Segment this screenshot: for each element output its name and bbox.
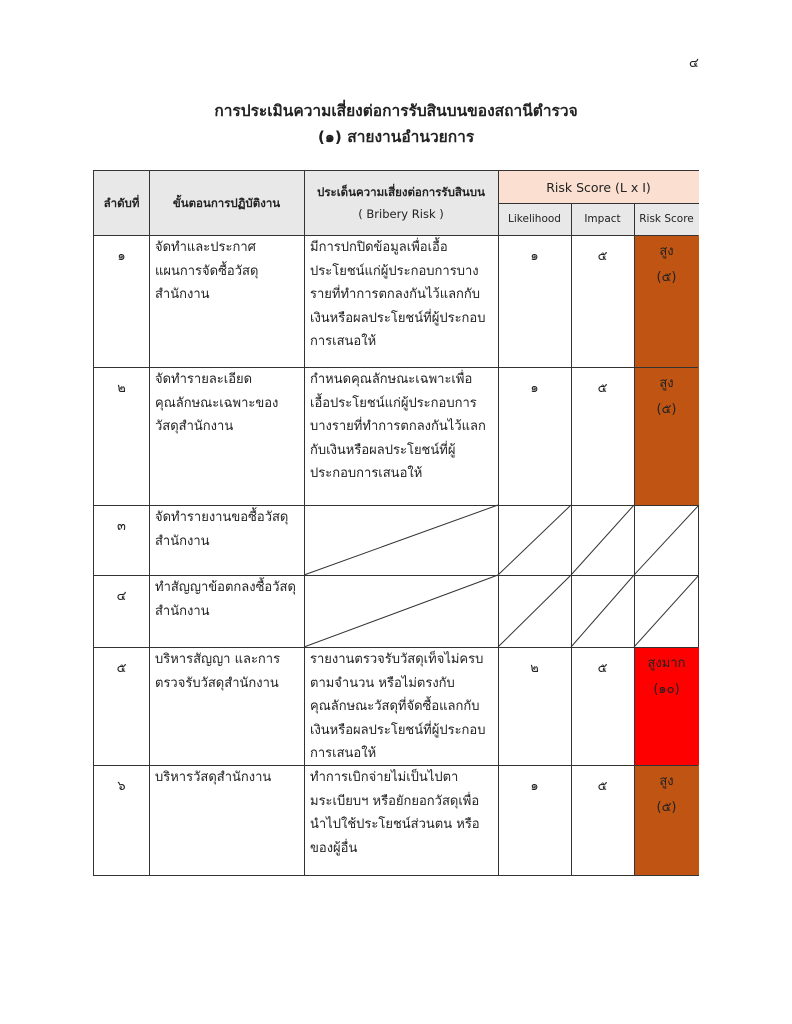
row1-no: ๑ (117, 249, 126, 264)
row5-impact: ๕ (597, 661, 608, 676)
row6-score: (๕) (656, 800, 677, 815)
row4-risk-diagonal (304, 575, 498, 647)
row6-no: ๖ (117, 779, 126, 794)
row-line-sub (498, 203, 699, 204)
row4-score-diagonal (634, 575, 698, 647)
row2-likelihood: ๑ (530, 381, 539, 396)
row6-level: สูง (659, 774, 674, 789)
col-line-3 (498, 171, 499, 875)
header-no: ลำดับที่ (94, 171, 149, 235)
header-risk-issue-th: ประเด็นความเสี่ยงต่อการรับสินบน (317, 185, 485, 199)
header-likelihood: Likelihood (498, 203, 571, 235)
row2-risk: กำหนดคุณลักษณะเฉพาะเพื่อเอื้อประโยชน์แก่ผู้ประกอบการบางรายที่ทำการตกลงกันไว้แลกกับเงินหรือผลประโยชน์ที่ผู้ประกอบการเสนอให้ (310, 372, 486, 481)
row6-risk: ทำการเบิกจ่ายไม่เป็นไปตามระเบียบฯ หรือยักยอกวัสดุเพื่อนำไปใช้ประโยชน์ส่วนตน หรือของผู้อื่น (310, 770, 480, 856)
document-title: การประเมินความเสี่ยงต่อการรับสินบนของสถานีตำรวจ (214, 102, 578, 120)
row3-score-diagonal (634, 505, 698, 575)
row3-risk-diagonal (304, 505, 498, 575)
row-line-0 (94, 235, 698, 236)
row4-impact-diagonal (571, 575, 634, 647)
row1-likelihood: ๑ (530, 249, 539, 264)
row2-score: (๕) (656, 402, 677, 417)
document-subtitle: (๑) สายงานอำนวยการ (317, 128, 475, 146)
row5-risk: รายงานตรวจรับวัสดุเท็จไม่ครบตามจำนวน หรือไม่ตรงกับคุณลักษณะวัสดุที่จัดซื้อแลกกับเงินหรือผลประโยชน์ที่ผู้ประกอบการเสนอให้ (310, 652, 486, 761)
row2-level: สูง (659, 376, 674, 391)
row-line-2 (94, 505, 698, 506)
header-impact: Impact (571, 203, 634, 235)
row2-step: จัดทำรายละเอียดคุณลักษณะเฉพาะของวัสดุสำนักงาน (155, 372, 279, 434)
row5-level: สูงมาก (647, 656, 686, 671)
row1-step: จัดทำและประกาศแผนการจัดซื้อวัสดุสำนักงาน (155, 240, 259, 302)
row-line-4 (94, 647, 698, 648)
row4-likelihood-diagonal (498, 575, 571, 647)
row-line-3 (94, 575, 698, 576)
col-line-2 (304, 171, 305, 875)
row5-step: บริหารสัญญา และการตรวจรับวัสดุสำนักงาน (155, 652, 281, 691)
row-line-5 (94, 765, 698, 766)
row5-no: ๕ (116, 661, 127, 676)
row6-step: บริหารวัสดุสำนักงาน (155, 770, 272, 785)
row6-impact: ๕ (597, 779, 608, 794)
col-line-1 (149, 171, 150, 875)
row1-impact: ๕ (597, 249, 608, 264)
row2-impact: ๕ (597, 381, 608, 396)
row3-no: ๓ (117, 519, 126, 534)
risk-table (93, 170, 699, 876)
row6-likelihood: ๑ (530, 779, 539, 794)
col-line-4 (571, 203, 572, 875)
header-risk-score: Risk Score (634, 203, 699, 235)
row5-likelihood: ๒ (530, 661, 539, 676)
empty-cell-diagonals (94, 171, 698, 875)
row3-step: จัดทำรายงานขอซื้อวัสดุสำนักงาน (155, 510, 289, 549)
row4-step: ทำสัญญาข้อตกลงซื้อวัสดุสำนักงาน (155, 580, 296, 619)
row2-no: ๒ (117, 381, 126, 396)
row3-impact-diagonal (571, 505, 634, 575)
header-step: ขั้นตอนการปฏิบัติงาน (149, 171, 304, 235)
row1-level: สูง (659, 244, 674, 259)
col-line-5 (634, 203, 635, 875)
header-risk-issue-en: ( Bribery Risk ) (358, 207, 444, 221)
page-number: ๔ (689, 56, 699, 71)
row4-no: ๔ (116, 589, 127, 604)
row5-score: (๑๐) (653, 682, 680, 697)
row1-risk: มีการปกปิดข้อมูลเพื่อเอื้อประโยชน์แก่ผู้ประกอบการบางรายที่ทำการตกลงกันไว้แลกกับเงินหรือผลประโยชน์ที่ผู้ประกอบการเสนอให้ (310, 240, 486, 349)
row1-score: (๕) (656, 270, 677, 285)
row-line-1 (94, 367, 698, 368)
header-risk-score-group: Risk Score (L x I) (498, 171, 699, 203)
row3-likelihood-diagonal (498, 505, 571, 575)
